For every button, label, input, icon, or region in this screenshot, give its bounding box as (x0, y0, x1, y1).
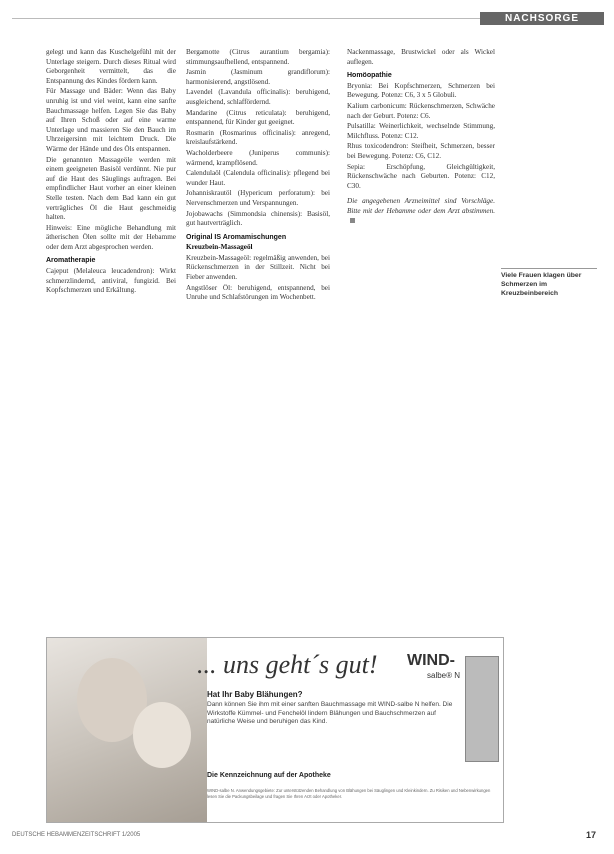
col3-note-text: Die angegebenen Arzneimittel sind Vorschläge. Bitte mit der Hebamme oder dem Arzt abstimmen. (347, 197, 495, 215)
advertisement (46, 637, 504, 823)
baby-face-image (133, 702, 191, 768)
col1-para: Cajeput (Melaleuca leucadendron): Wirkt schmerzlindernd, antiviral, fungizid. Bei Kopfschmerzen und Erkältung. (46, 267, 176, 295)
col2-para: Angstlöser Öl: beruhigend, entspannend, bei Unruhe und Schlafstörungen im Wochenbett. (186, 283, 330, 302)
col2-para: Calendulaöl (Calendula officinalis): pflegend bei wunder Haut. (186, 169, 330, 187)
col2-para: Bergamotte (Citrus aurantium bergamia): stimmungsaufhellend, entspannend. (186, 48, 330, 66)
col2-para: Wacholderbeere (Juniperus communis): wärmend, krampflösend. (186, 148, 330, 167)
end-square-icon (350, 218, 355, 223)
sidebar-pullquote: Viele Frauen klagen über Schmerzen im Kreuzbeinbereich (501, 268, 597, 298)
ad-slogan: ... uns geht´s gut! (197, 650, 378, 679)
ad-headline: Hat Ihr Baby Blähungen? (207, 690, 303, 699)
ad-body: Dann können Sie ihm mit einer sanften Bauchmassage mit WIND-salbe N helfen. Die Wirkstoffe Kümmel- und Fenchelöl lindern Blähungen und Bauchschmerzen auf natürliche Weise und beruhigen das Kind. (207, 701, 453, 726)
column-3 (347, 48, 495, 227)
col1-heading: Aromatherapie (46, 257, 96, 265)
col2-para: Jojobawachs (Simmondsia chinensis): Basisöl, gut hautverträglich. (186, 209, 330, 228)
column-2 (186, 48, 330, 304)
col1-para: Für Massage und Bäder: Wenn das Baby unruhig ist und viel weint, kann eine sanfte Bauchmassage helfen. Legen Sie das Baby auf Ihren Schoß oder auf eine warme Unterlage und massieren Sie den Bauch im Uhrzeigersinn mit leichtem Druck. Die Wärme der Hände und des Öls entspannen. (46, 87, 176, 153)
col2-para: Mandarine (Citrus reticulata): beruhigend, entspannend, für Kinder gut geeignet. (186, 108, 330, 127)
col3-note (347, 197, 495, 226)
col3-item: Rhus toxicodendron: Steifheit, Schmerzen, besser bei Bewegung. Potenz: C6, C12. (347, 142, 495, 160)
col2-para: Jasmin (Jasminum grandiflorum): harmonisierend, angstlösend. (186, 68, 330, 86)
ad-photo (47, 638, 207, 822)
footer (12, 832, 602, 842)
ad-cta: Die Kennzeichnung auf der Apotheke (207, 772, 331, 779)
col3-item: Sepia: Erschöpfung, Gleichgültigkeit, Rückenschwäche nach Geburten. Potenz: C12, C30. (347, 162, 495, 190)
section-tag: NACHSORGE (480, 12, 604, 25)
col3-item: Bryonia: Bei Kopfschmerzen, Schmerzen bei Bewegung. Potenz: C6, 3 x 5 Globuli. (347, 81, 495, 100)
col1-para: Hinweis: Eine mögliche Behandlung mit ätherischen Ölen sollte mit der Hebamme oder dem Arzt abgesprochen werden. (46, 223, 176, 251)
col2-para: Lavendel (Lavandula officinalis): beruhigend, ausgleichend, schlaffördernd. (186, 88, 330, 106)
col2-para: Johanniskrautöl (Hypericum perforatum): bei Nervenschmerzen und Verspannungen. (186, 189, 330, 207)
col2-para: Kreuzbein-Massageöl: regelmäßig anwenden, bei Rückenschmerzen in der Stillzeit. Nicht bei Fieber anwenden. (186, 253, 330, 282)
top-rule (12, 18, 482, 19)
page-number: 17 (585, 830, 596, 840)
col3-item: Pulsatilla: Weinerlichkeit, wechselnde Stimmung, Milchfluss. Potenz: C12. (347, 122, 495, 140)
col2-para: Rosmarin (Rosmarinus officinalis): anregend, kreislaufstärkend. (186, 128, 330, 147)
col3-item: Kalium carbonicum: Rückenschmerzen, Schwäche nach der Geburt. Potenz: C6. (347, 101, 495, 120)
col1-para: Die genannten Massageöle werden mit einem geeigneten Basisöl verdünnt. Nie pur auf die Haut des Säuglings auftragen. Bei empfindlicher Haut vorher an einer kleinen Stelle testen. Nach dem Bad kann ein gut verträgliches Öl die Haut geschmeidig halten. (46, 155, 176, 222)
col2-subheading: Kreuzbein-Massageöl (186, 243, 253, 252)
col3-heading: Homöopathie (347, 72, 392, 80)
col2-heading: Original IS Aromamischungen (186, 233, 287, 241)
col1-para: gelegt und kann das Kuschelgefühl mit der Unterlage steigern. Durch dieses Ritual wird Geborgenheit vermittelt, das die Entspannung des Kindes fördern kann. (46, 48, 176, 85)
ad-brand: WIND- (407, 652, 455, 669)
ad-brand-sub: salbe® N (427, 671, 461, 680)
col3-para: Nackenmassage, Brustwickel oder als Wickel auflegen. (347, 48, 495, 66)
ad-fineprint: WIND-salbe N. Anwendungsgebiete: Zur unterstützenden Behandlung von Blähungen bei Säuglingen und Kleinkindern. Zu Risiken und Nebenwirkungen lesen Sie die Packungsbeilage und fragen Sie Ihren Arzt oder Apotheker. (207, 788, 491, 799)
footer-journal: DEUTSCHE HEBAMMENZEITSCHRIFT 1/2005 (12, 832, 141, 838)
product-pack-image (465, 656, 499, 762)
column-1 (46, 48, 176, 297)
top-bar (0, 12, 614, 25)
